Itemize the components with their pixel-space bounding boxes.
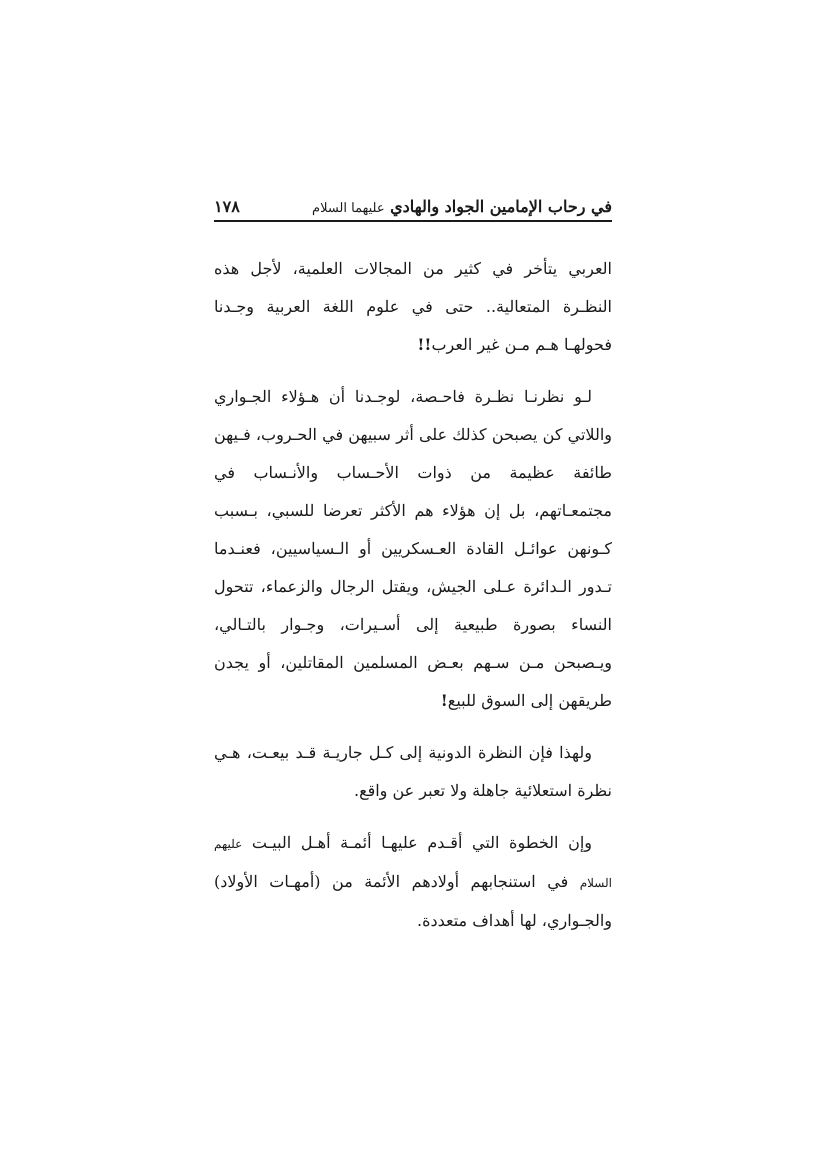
paragraph-4-honorific: عليهم السلام bbox=[214, 837, 612, 890]
paragraph-2-text: لـو نظرنـا نظـرة فاحـصة، لوجـدنا أن هـؤلاء الجـواري واللاتي كن يصبحن كذلك على أثر سبيهن في الحـروب، فـيهن طائفة عظيمة من ذوات الأحـساب والأنـساب في مجتمعـاتهم، بل إن هؤلاء هم الأكثر تعرضا للسبي، بـسبب كـونهن عوائـل القادة العـسكريين أو الـسياسيين، فعنـدما تـدور الـدائرة عـلى الجيش، ويقتل الرجال والزعماء، تتحول النساء بصورة طبيعية إلى أسـيرات، وجـوار بالتـالي، ويـصبحن مـن سـهم بعـض المسلمين المقاتلين، أو يجدن طريقهن إلى السوق للبيع bbox=[214, 387, 612, 710]
paragraph-3 bbox=[214, 734, 612, 810]
page-body bbox=[214, 250, 612, 954]
paragraph-2-emphasis: ! bbox=[440, 691, 448, 710]
paragraph-4-text-before: وإن الخطوة التي أقـدم عليهـا أئمـة أهـل البيـت bbox=[251, 833, 592, 852]
header-honorific: عليهما السلام bbox=[312, 201, 385, 216]
paragraph-3-text: ولهذا فإن النظرة الدونية إلى كـل جاريـة قـد بيعـت، هـي نظرة استعلائية جاهلة ولا تعبر عن واقع. bbox=[214, 743, 612, 800]
paragraph-1-text: العربي يتأخر في كثير من المجالات العلمية، لأجل هذه النظـرة المتعالية.. حتى في علوم اللغة العربية وجـدنا فحولهـا هـم مـن غير العرب bbox=[214, 259, 612, 354]
paragraph-4-text-after: في استنجابهم أولادهم الأئمة من (أمهـات الأولاد) والجـواري، لها أهداف متعددة. bbox=[214, 872, 612, 930]
page-number: ١٧٨ bbox=[214, 197, 240, 216]
paragraph-1 bbox=[214, 250, 612, 364]
book-title bbox=[312, 196, 612, 220]
paragraph-4 bbox=[214, 824, 612, 940]
book-title-text: في رحاب الإمامين الجواد والهادي bbox=[390, 197, 612, 216]
header-divider bbox=[214, 220, 612, 222]
paragraph-2 bbox=[214, 378, 612, 720]
paragraph-1-emphasis: !! bbox=[417, 335, 432, 354]
running-header bbox=[214, 196, 612, 222]
